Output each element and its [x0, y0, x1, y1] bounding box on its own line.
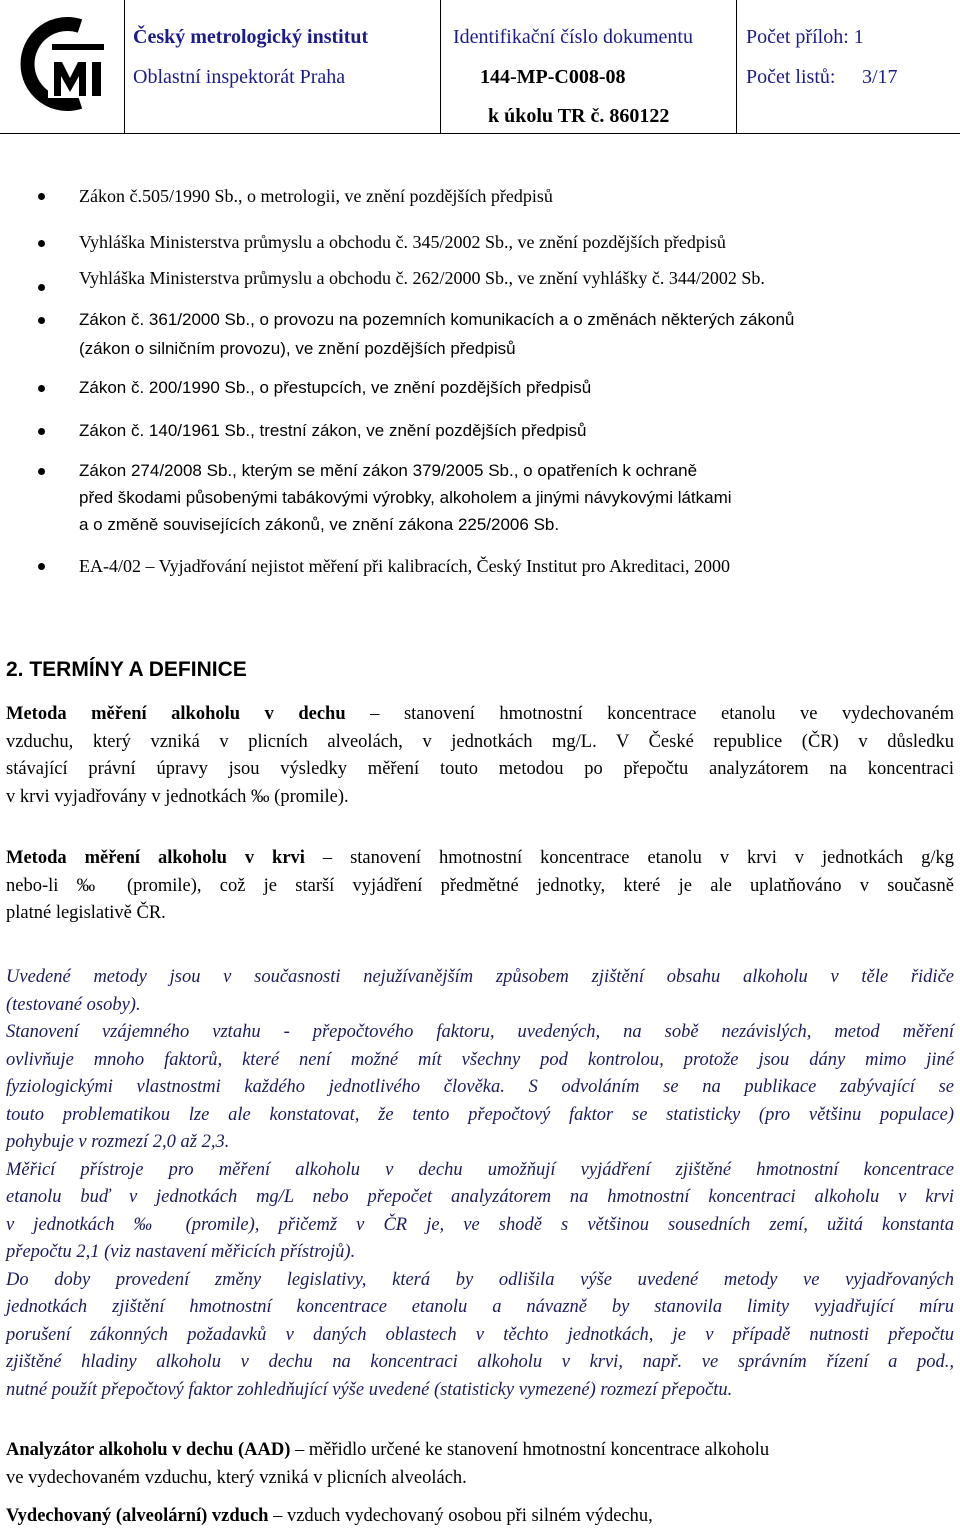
list-item: Zákon č. 361/2000 Sb., o provozu na pozemních komunikacích a o změnách některých zákonů	[79, 310, 795, 329]
list-item-continuation: (zákon o silničním provozu), ve znění pozdějších předpisů	[79, 339, 516, 358]
definition-analyzer: Analyzátor alkoholu v dechu (AAD) – měřidlo určené ke stanovení hmotnostní koncentrace alkoholu ve vydechovaném vzduchu, který vzniká v plicních alveolách.	[6, 1440, 770, 1488]
definition-alveolar-air: Vydechovaný (alveolární) vzduch – vzduch vydechovaný osobou při silném výdechu,	[6, 1506, 653, 1526]
definition-blood: Metoda měření alkoholu v krvi – stanovení hmotnostní koncentrace etanolu v krvi v jednotkách g/kg nebo-li ‰ (promile), což je starší vyjádření předmětné jednotky, které je ale uplatňováno v současně platné legislativě ČR.	[6, 848, 955, 923]
list-item: Zákon č. 200/1990 Sb., o přestupcích, ve znění pozdějších předpisů	[79, 378, 592, 397]
attachments-count: Počet příloh: 1	[746, 26, 864, 48]
list-item: Vyhláška Ministerstva průmyslu a obchodu č. 345/2002 Sb., ve znění pozdějších předpisů	[79, 232, 726, 252]
institute-name: Český metrologický institut	[133, 26, 369, 48]
document-header	[0, 0, 960, 134]
doc-id: 144-MP-C008-08	[480, 66, 626, 88]
list-item: Zákon č.505/1990 Sb., o metrologii, ve znění pozdějších předpisů	[79, 186, 553, 206]
definition-breath: Metoda měření alkoholu v dechu – stanovení hmotnostní koncentrace etanolu ve vydechovaném vzduchu, který vzniká v plicních alveolách, v jednotkách mg/L. V České republice (ČR) v důsledku stávající právní úpravy jsou výsledky měření touto metodou po přepočtu analyzátorem na koncentraci v krvi vyjadřovány v jednotkách ‰ (promile).	[6, 704, 954, 807]
doc-id-label: Identifikační číslo dokumentu	[453, 26, 693, 48]
list-item: Zákon č. 140/1961 Sb., trestní zákon, ve znění pozdějších předpisů	[79, 421, 587, 440]
list-item: Vyhláška Ministerstva průmyslu a obchodu č. 262/2000 Sb., ve znění vyhlášky č. 344/2002 Sb.	[79, 268, 765, 288]
methods-note: Uvedené metody jsou v současnosti nejužívanějším způsobem zjištění obsahu alkoholu v těle řidiče (testované osoby). Stanovení vzájemného vztahu - přepočtového faktoru, uvedených, na sobě nezávislých, metod měření ovlivňuje mnoho faktorů, které není možné mít všechny pod kontrolou, protože jsou dány mimo jiné fyziologickými vlastnostmi každého jednotlivého člověka. S odvoláním se na publikace zabývající se touto problematikou lze ale konstatovat, že tento přepočtový faktor se statisticky (pro většinu populace) pohybuje v rozmezí 2,0 až 2,3. Měřicí přístroje pro měření alkoholu v dechu umožňují vyjádření zjištěné hmotnostní koncentrace etanolu buď v jednotkách mg/L nebo přepočet analyzátorem na hmotnostní koncentraci alkoholu v krvi v jednotkách ‰ (promile), přičemž v ČR je, ve shodě s většinou sousedních zemí, užitá konstanta přepočtu 2,1 (viz nastavení měřicích přístrojů). Do doby provedení změny legislativy, která by odlišila výše uvedené metody ve vyjadřovaných jednotkách zjištění hmotnostní koncentrace etanolu a návazně by stanovila limity vyjadřující míru porušení zákonných požadavků v daných oblastech v těchto jednotkách, je v případě nutnosti přepočtu zjištěné hladiny alkoholu v dechu na koncentraci alkoholu v krvi, např. ve správním řízení a pod., nutné použít přepočtový faktor zohledňující výše uvedené (statisticky vymezené) rozmezí přepočtu.	[6, 967, 954, 1400]
list-item-continuation: před škodami působenými tabákovými výrobky, alkoholem a jinými návykovými látkami	[79, 488, 732, 507]
sheets-value: 3/17	[862, 66, 898, 88]
list-item: EA-4/02 – Vyjadřování nejistot měření při kalibracích, Český Institut pro Akreditaci, 2000	[79, 556, 731, 576]
section-title: 2. TERMÍNY A DEFINICE	[6, 658, 247, 681]
cmi-logo	[18, 14, 116, 114]
office-name: Oblastní inspektorát Praha	[133, 66, 346, 88]
list-item-continuation: a o změně souvisejících zákonů, ve znění zákona 225/2006 Sb.	[79, 515, 560, 534]
list-item: Zákon 274/2008 Sb., kterým se mění zákon 379/2005 Sb., o opatřeních k ochraně	[79, 461, 698, 480]
sheets-label: Počet listů:	[746, 66, 836, 88]
task-number: k úkolu TR č. 860122	[488, 105, 670, 127]
